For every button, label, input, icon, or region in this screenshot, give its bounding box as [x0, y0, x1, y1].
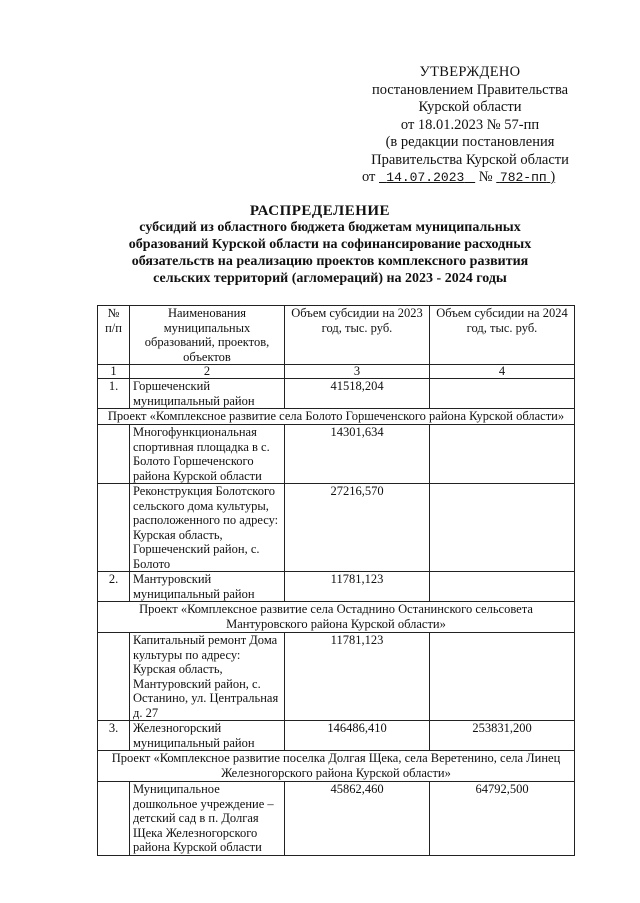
row-value-2024: [430, 379, 575, 409]
row-number: 2.: [98, 572, 130, 602]
number-sign: №: [478, 169, 493, 185]
amendment-number: 782-пп ): [499, 169, 556, 185]
header-name: Наименования муниципальных образований, проектов, объектов: [130, 306, 285, 365]
table-row: [98, 379, 575, 409]
approval-title: УТВЕРЖДЕНО: [419, 64, 521, 80]
row-number: [98, 425, 130, 484]
row-value-2024: 64792,500: [430, 782, 575, 856]
column-number: 1: [98, 365, 130, 379]
row-number: 3.: [98, 721, 130, 751]
project-row: [98, 751, 575, 782]
column-number: 2: [130, 365, 285, 379]
approval-line: Курской области: [418, 99, 522, 115]
row-number: [98, 484, 130, 572]
row-value-2023: 11781,123: [285, 572, 430, 602]
document-title: РАСПРЕДЕЛЕНИЕ: [249, 203, 391, 219]
row-number: [98, 782, 130, 856]
header-num: № п/п: [98, 306, 130, 365]
header-2024: Объем субсидии на 2024 год, тыс. руб.: [430, 306, 575, 365]
approval-line: Правительства Курской области: [371, 151, 569, 168]
approval-line: (в редакции постановления: [385, 134, 555, 150]
row-name: Капитальный ремонт Дома культуры по адресу: Курская область, Мантуровский район, с. Останино, ул. Центральная д. 27: [130, 633, 285, 721]
row-name: Мантуровский муниципальный район: [130, 572, 285, 602]
table-row: [98, 721, 575, 751]
column-number-row: [98, 365, 575, 379]
approval-line: от 18.01.2023 № 57-пп: [400, 116, 540, 133]
table-row: [98, 484, 575, 572]
approval-line: постановлением Правительства: [371, 81, 569, 98]
date-prefix: от: [362, 169, 376, 185]
row-value-2023: 27216,570: [285, 484, 430, 572]
amendment-date: 14.07.2023: [386, 170, 465, 185]
row-value-2023: 11781,123: [285, 633, 430, 721]
row-number: [98, 633, 130, 721]
row-name: Горшеченский муниципальный район: [130, 379, 285, 409]
table-row: [98, 782, 575, 856]
project-title: Проект «Комплексное развитие поселка Долгая Щека, села Веретенино, села Линец Железногорского района Курской области»: [98, 751, 575, 782]
table-header-row: [98, 306, 575, 365]
document-subtitle: субсидий из областного бюджета бюджетам муниципальных образований Курской области на софинансирование расходных обязательств на реализацию проектов комплексного развития сельских территорий (агломераций) на 2023 - 2024 годы: [128, 220, 532, 286]
row-value-2024: [430, 572, 575, 602]
table-row: [98, 633, 575, 721]
row-value-2023: 45862,460: [285, 782, 430, 856]
row-name: Реконструкция Болотского сельского дома культуры, расположенного по адресу: Курская область, Горшеченский район, с. Болото: [130, 484, 285, 572]
amendment-date-line: [350, 169, 590, 187]
table-row: [98, 572, 575, 602]
approval-stamp: [350, 64, 590, 187]
column-number: 3: [285, 365, 430, 379]
project-title: Проект «Комплексное развитие села Остаднино Останинского сельсовета Мантуровского района Курской области»: [98, 602, 575, 633]
project-row: [98, 602, 575, 633]
row-name: Железногорский муниципальный район: [130, 721, 285, 751]
header-2023: Объем субсидии на 2023 год, тыс. руб.: [285, 306, 430, 365]
row-value-2024: [430, 425, 575, 484]
row-name: Многофункциональная спортивная площадка в с. Болото Горшеченского района Курской области: [130, 425, 285, 484]
row-value-2023: 146486,410: [285, 721, 430, 751]
row-value-2023: 41518,204: [285, 379, 430, 409]
row-value-2023: 14301,634: [285, 425, 430, 484]
project-row: [98, 409, 575, 425]
row-name: Муниципальное дошкольное учреждение – детский сад в п. Долгая Щека Железногорского района Курской области: [130, 782, 285, 856]
table-row: [98, 425, 575, 484]
column-number: 4: [430, 365, 575, 379]
row-value-2024: 253831,200: [430, 721, 575, 751]
row-value-2024: [430, 484, 575, 572]
project-title: Проект «Комплексное развитие села Болото Горшеченского района Курской области»: [98, 409, 575, 425]
distribution-table: [97, 305, 575, 856]
row-number: 1.: [98, 379, 130, 409]
row-value-2024: [430, 633, 575, 721]
